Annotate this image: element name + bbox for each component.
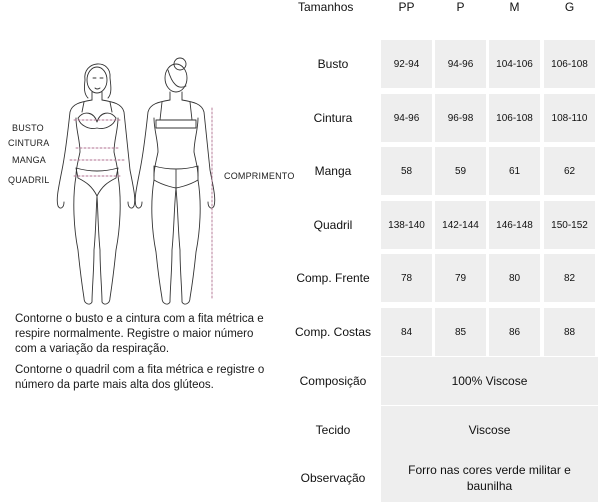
cell-comp-frente-pp: 78 <box>381 254 432 302</box>
cell-manga-p: 59 <box>435 147 486 195</box>
instruction-hip: Contorne o quadril com a fita métrica e registre o número da parte mais alta dos glúteos. <box>15 364 265 391</box>
cell-comp-costas-g: 88 <box>544 308 595 356</box>
cell-cintura-p: 96-98 <box>435 94 486 142</box>
row-label-composicao: Composição <box>299 374 367 388</box>
cell-observacao: Forro nas cores verde militar e baunilha <box>381 454 598 502</box>
size-header-pp: PP <box>398 0 415 14</box>
cell-manga-g: 62 <box>544 147 595 195</box>
cell-quadril-pp: 138-140 <box>381 201 432 249</box>
size-header-g: G <box>564 0 575 14</box>
row-label-quadril: Quadril <box>313 218 353 232</box>
label-busto: BUSTO <box>12 123 44 133</box>
cell-cintura-pp: 94-96 <box>381 94 432 142</box>
cell-composicao: 100% Viscose <box>381 357 598 405</box>
cell-comp-costas-p: 85 <box>435 308 486 356</box>
label-comprimento: COMPRIMENTO <box>224 171 295 181</box>
cell-comp-frente-m: 80 <box>489 254 540 302</box>
instruction-bust-waist: Contorne o busto e a cintura com a fita métrica e respire normalmente. Registre o maior número com a variação da respiração. <box>15 313 264 355</box>
cell-quadril-g: 150-152 <box>544 201 595 249</box>
size-header-m: M <box>509 0 520 14</box>
cell-quadril-p: 142-144 <box>435 201 486 249</box>
row-label-comp-frente: Comp. Frente <box>296 271 370 285</box>
cell-comp-costas-m: 86 <box>489 308 540 356</box>
cell-manga-pp: 58 <box>381 147 432 195</box>
cell-quadril-m: 146-148 <box>489 201 540 249</box>
row-label-tecido: Tecido <box>315 423 351 437</box>
label-cintura: CINTURA <box>8 138 50 148</box>
size-header-p: P <box>456 0 465 14</box>
sizes-header: Tamanhos <box>298 0 354 14</box>
cell-comp-frente-g: 82 <box>544 254 595 302</box>
front-figure <box>57 64 135 304</box>
row-label-observacao: Observação <box>300 471 366 485</box>
row-label-busto: Busto <box>317 57 349 71</box>
row-label-comp-costas: Comp. Costas <box>294 325 372 339</box>
label-quadril: QUADRIL <box>8 175 50 185</box>
cell-busto-pp: 92-94 <box>381 40 432 88</box>
label-manga: MANGA <box>12 155 47 165</box>
cell-busto-m: 104-106 <box>489 40 540 88</box>
cell-cintura-m: 106-108 <box>489 94 540 142</box>
cell-busto-g: 106-108 <box>544 40 595 88</box>
cell-comp-costas-pp: 84 <box>381 308 432 356</box>
cell-busto-p: 94-96 <box>435 40 486 88</box>
cell-manga-m: 61 <box>489 147 540 195</box>
back-figure <box>135 58 215 304</box>
cell-comp-frente-p: 79 <box>435 254 486 302</box>
row-label-manga: Manga <box>314 164 352 178</box>
cell-tecido: Viscose <box>381 406 598 454</box>
row-label-cintura: Cintura <box>313 111 353 125</box>
body-measurement-illustration <box>0 45 300 315</box>
cell-cintura-g: 108-110 <box>544 94 595 142</box>
